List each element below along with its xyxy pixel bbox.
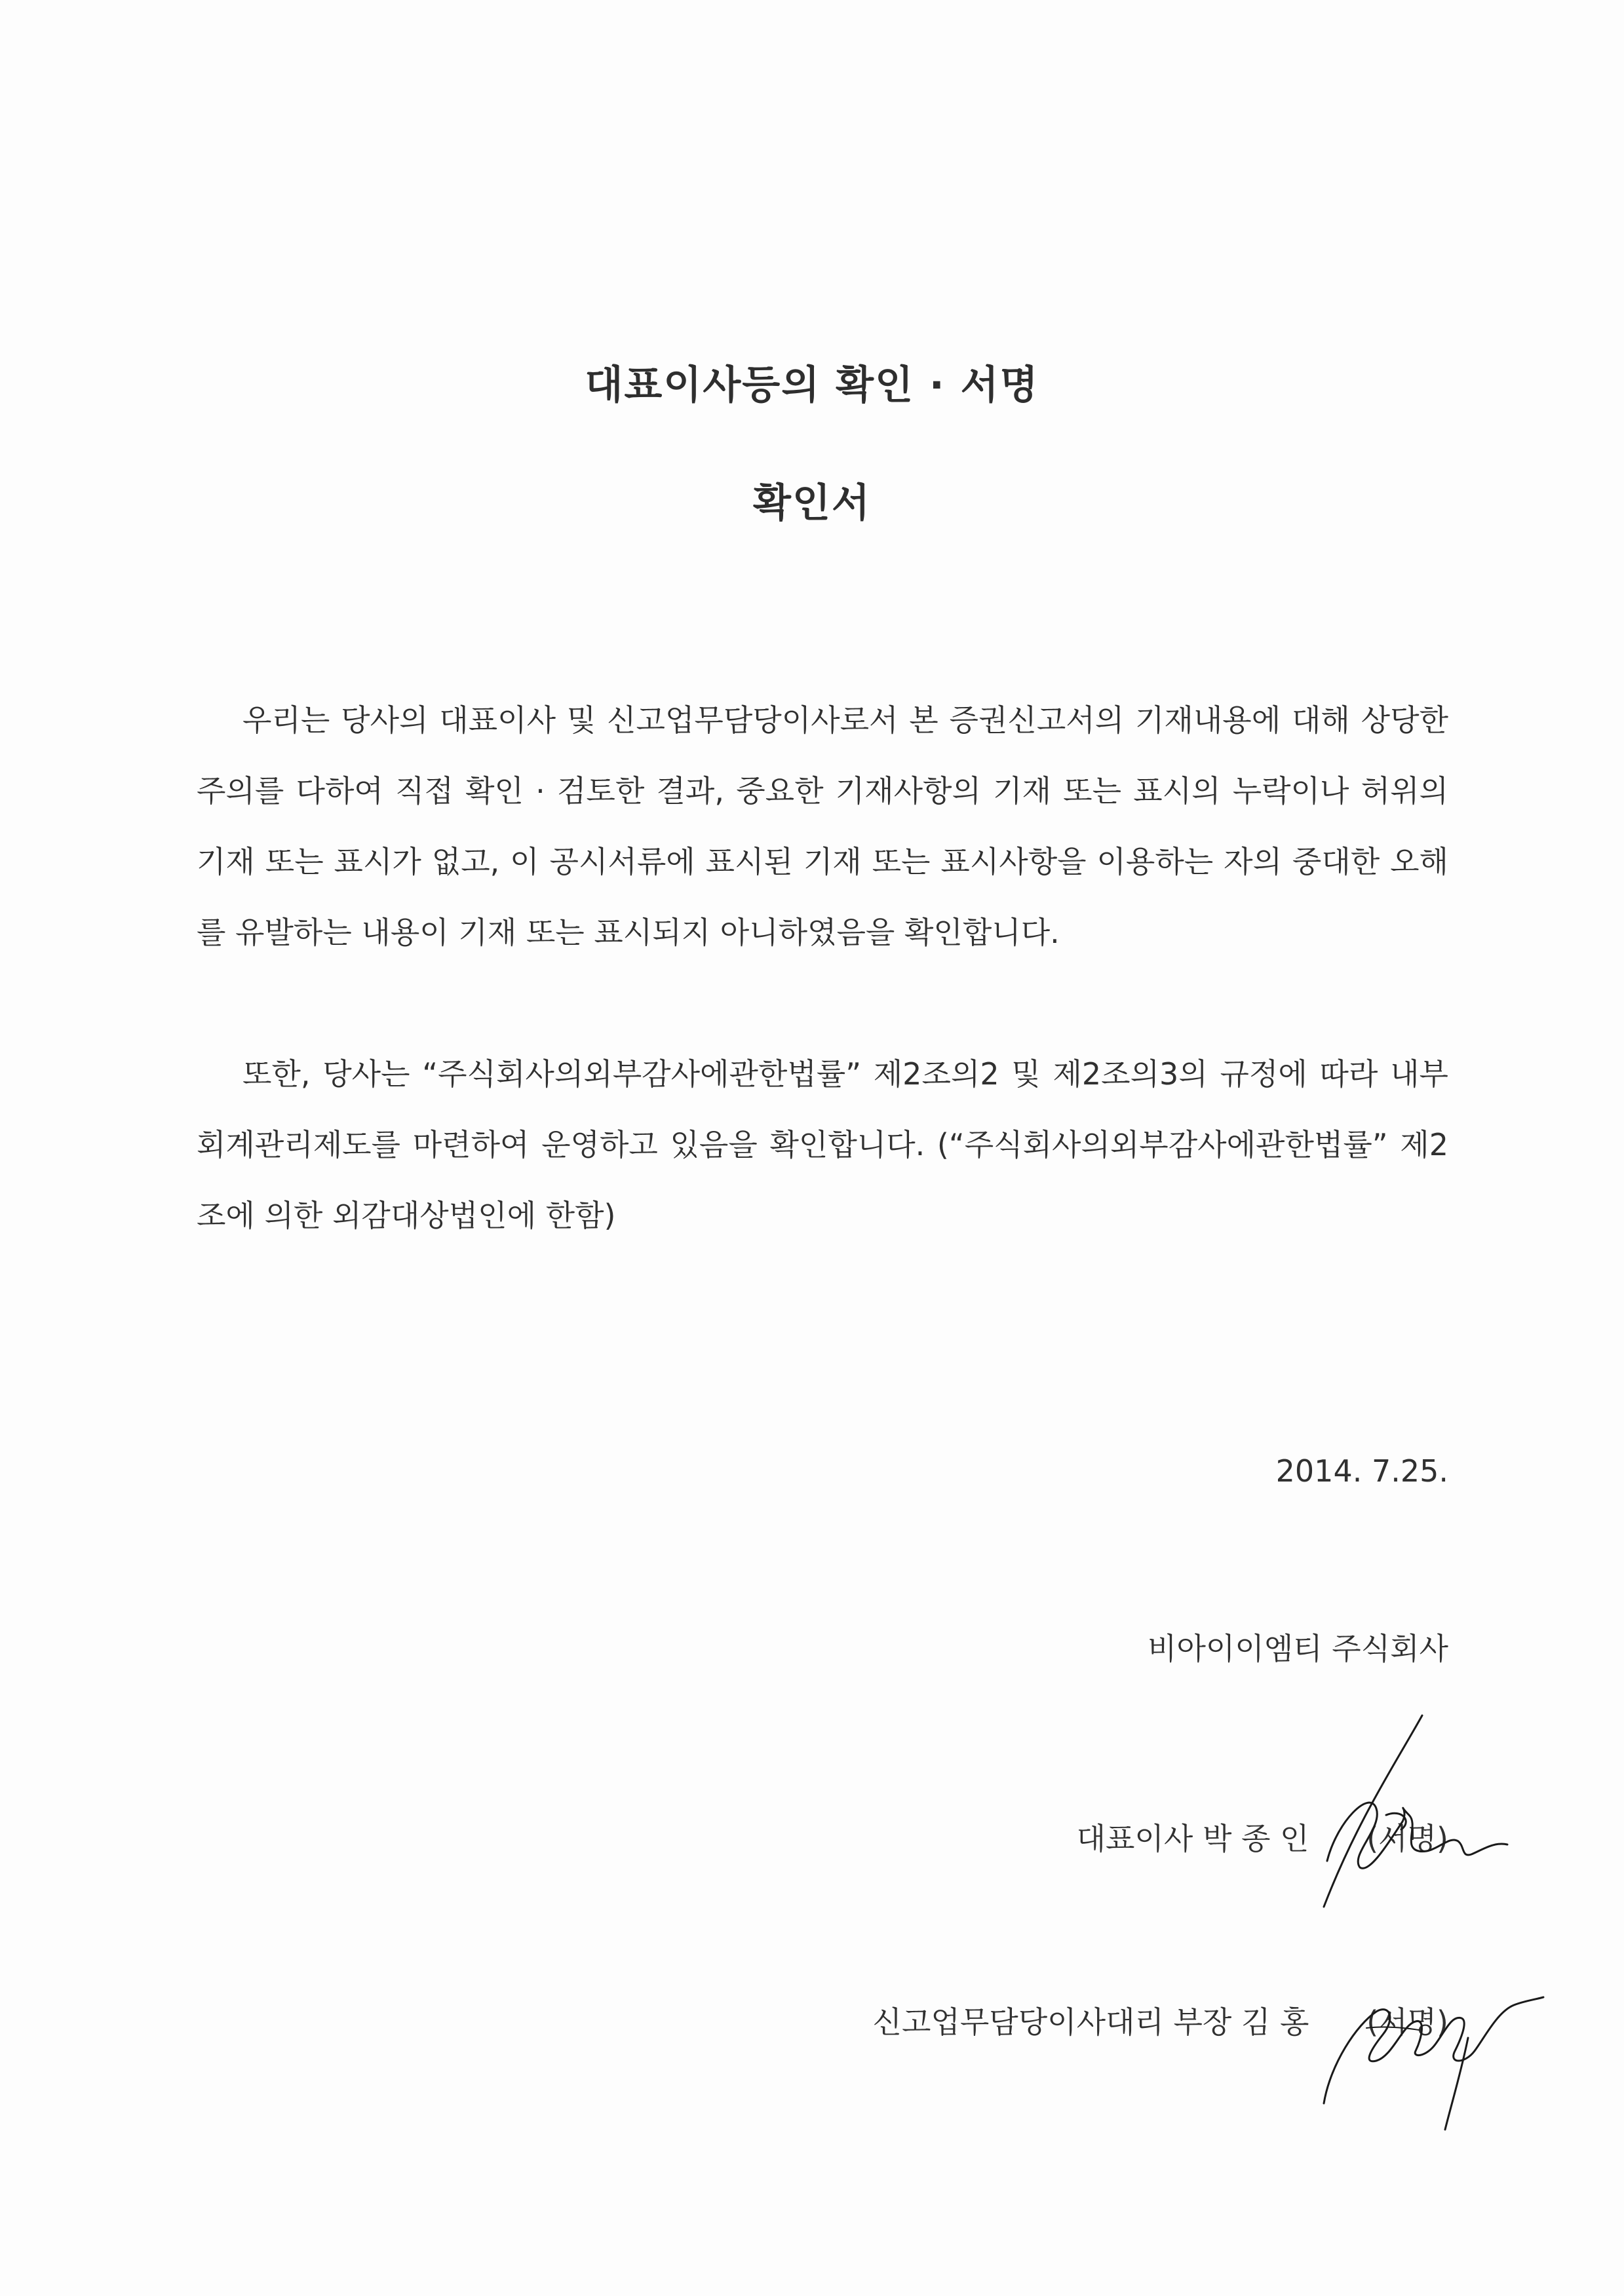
paragraph-confirmation <box>197 685 1448 968</box>
signature-mark-label: (서명) <box>1366 2004 1448 2040</box>
document-subtitle: 확인서 <box>753 480 871 526</box>
signatory-officer <box>873 1999 1448 2042</box>
paragraph-internal-control <box>197 1039 1448 1251</box>
document-title: 대표이사등의 확인 · 서명 <box>585 362 1039 408</box>
signatory-ceo <box>1077 1815 1448 1858</box>
company-name: 비아이이엠티 주식회사 <box>1148 1631 1448 1666</box>
signatory-name: 박 종 인 <box>1202 1821 1309 1856</box>
document-date: 2014. 7.25. <box>1275 1453 1448 1489</box>
paragraph-text: 우리는 당사의 대표이사 및 신고업무담당이사로서 본 증권신고서의 기재내용에 대해 상당한 주의를 다하여 직접 확인 · 검토한 결과, 중요한 기재사항의 기재 또는 표시의 누락이나 허위의 기재 또는 표시가 없고, 이 공시서류에 표시된 기재 또는 표시사항을 이용하는 자의 중대한 오해를 유발하는 내용이 기재 또는 표시되지 아니하였음을 확인합니다. <box>197 702 1448 950</box>
signatory-role: 대표이사 <box>1076 1821 1193 1856</box>
handwritten-signature-officer <box>1304 1953 1553 2136</box>
paragraph-text: 또한, 당사는 “주식회사의외부감사에관한법률” 제2조의2 및 제2조의3의 규정에 따라 내부회계관리제도를 마련하여 운영하고 있음을 확인합니다. (“주식회사의외부감사에관한법률” 제2조에 의한 외감대상법인에 한함) <box>197 1056 1448 1233</box>
signatory-name: 김 홍 <box>1241 2004 1309 2040</box>
signature-mark-label: (서명) <box>1366 1821 1448 1856</box>
signatory-role: 신고업무담당이사대리 부장 <box>872 2004 1232 2040</box>
